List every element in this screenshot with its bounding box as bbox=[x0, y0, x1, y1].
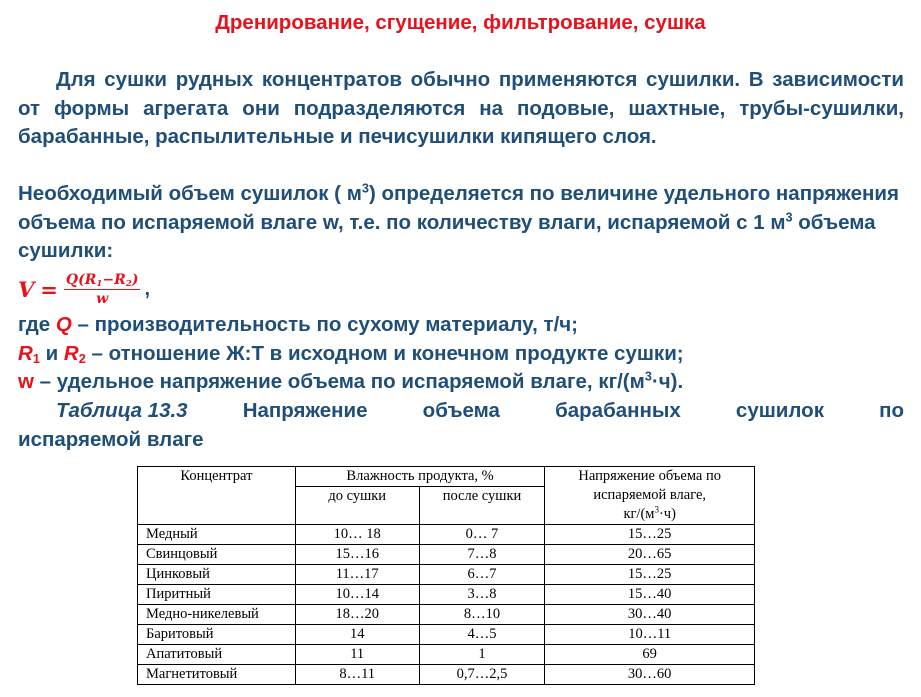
num-minus: −R bbox=[102, 271, 126, 288]
def-q-symbol: Q bbox=[55, 313, 72, 336]
formula-fraction bbox=[64, 272, 141, 307]
cell-after: 6…7 bbox=[419, 565, 545, 585]
definitions bbox=[18, 311, 904, 397]
caption-word: сушилок bbox=[735, 399, 824, 422]
table-row bbox=[138, 565, 755, 585]
cell-before: 8…11 bbox=[295, 665, 419, 685]
table-caption bbox=[18, 397, 904, 454]
cell-name: Апатитовый bbox=[138, 645, 296, 665]
volume-text-part3: объема сушилки: bbox=[18, 210, 876, 262]
cell-after: 0,7…2,5 bbox=[419, 665, 545, 685]
def-w-symbol: w bbox=[18, 370, 34, 393]
table-row bbox=[138, 665, 755, 685]
volume-formula bbox=[18, 267, 150, 311]
def-w-sup: 3 bbox=[644, 368, 652, 384]
def-r-and: и bbox=[39, 341, 64, 365]
caption-line2: испаряемой влаге bbox=[18, 427, 204, 451]
cell-stress: 15…25 bbox=[545, 525, 755, 545]
cell-before: 15…16 bbox=[295, 545, 419, 565]
header-stress-unit: кг/(м bbox=[623, 506, 655, 522]
definition-w bbox=[18, 368, 904, 397]
definition-q bbox=[18, 311, 904, 340]
table-row bbox=[138, 625, 755, 645]
table-row bbox=[138, 605, 755, 625]
cell-name: Баритовый bbox=[138, 625, 296, 645]
cell-stress: 30…60 bbox=[545, 665, 755, 685]
table-row bbox=[138, 645, 755, 665]
formula-equals: = bbox=[40, 276, 58, 302]
cell-name: Медный bbox=[138, 525, 296, 545]
cell-after: 3…8 bbox=[419, 585, 545, 605]
formula-numerator bbox=[64, 272, 141, 290]
header-stress-sup: 3 bbox=[654, 504, 659, 515]
table-row bbox=[138, 585, 755, 605]
caption-line1 bbox=[18, 397, 904, 426]
def-w-end: ·ч). bbox=[651, 370, 684, 393]
cell-stress: 10…11 bbox=[545, 625, 755, 645]
cell-name: Свинцовый bbox=[138, 545, 296, 565]
num-sub1: 1 bbox=[96, 278, 103, 289]
caption-word: барабанных bbox=[555, 399, 681, 422]
cell-after: 8…10 bbox=[419, 605, 545, 625]
cell-name: Пиритный bbox=[138, 585, 296, 605]
cell-after: 0… 7 bbox=[419, 525, 545, 545]
cell-name: Цинковый bbox=[138, 565, 296, 585]
cell-name: Магнетитовый bbox=[138, 665, 296, 685]
def-w-text: – удельное напряжение объема по испаряемой влаге, кг/(м bbox=[33, 370, 645, 393]
cell-stress: 15…40 bbox=[545, 585, 755, 605]
def-q-pre: где bbox=[18, 313, 56, 336]
header-moisture: Влажность продукта, % bbox=[295, 467, 545, 487]
def-r1-symbol: R bbox=[18, 341, 33, 365]
num-sub2: 2 bbox=[125, 278, 132, 289]
header-after: после сушки bbox=[419, 487, 545, 525]
formula-lhs: V bbox=[18, 276, 35, 302]
volume-sup2: 3 bbox=[785, 208, 793, 224]
caption-label: Таблица 13.3 bbox=[56, 399, 188, 422]
def-r1-sub: 1 bbox=[32, 350, 40, 366]
header-stress-line2: испаряемой влаге, bbox=[593, 487, 707, 503]
volume-sup1: 3 bbox=[361, 180, 369, 196]
formula-denominator: w bbox=[96, 290, 109, 307]
num-part-a: Q(R bbox=[65, 271, 97, 288]
dryer-table bbox=[137, 466, 755, 685]
cell-after: 4…5 bbox=[419, 625, 545, 645]
cell-before: 11…17 bbox=[295, 565, 419, 585]
caption-word: по bbox=[879, 399, 904, 422]
caption-word: объема bbox=[422, 399, 500, 422]
cell-name: Медно-никелевый bbox=[138, 605, 296, 625]
cell-before: 10…14 bbox=[295, 585, 419, 605]
cell-after: 1 bbox=[419, 645, 545, 665]
header-before: до сушки bbox=[295, 487, 419, 525]
cell-stress: 30…40 bbox=[545, 605, 755, 625]
table-row bbox=[138, 545, 755, 565]
cell-stress: 20…65 bbox=[545, 545, 755, 565]
cell-stress: 15…25 bbox=[545, 565, 755, 585]
header-stress-end: ·ч) bbox=[658, 506, 676, 522]
cell-stress: 69 bbox=[545, 645, 755, 665]
volume-text-part2: ) определяется по величине удельного напряжения объема по испаряемой влаге w, т.е. по количеству влаги, испаряемой с 1 м bbox=[18, 182, 899, 234]
def-q-text: – производительность по сухому материалу, т/ч; bbox=[71, 313, 578, 336]
header-concentrate: Концентрат bbox=[138, 467, 296, 525]
page-title: Дренирование, сгущение, фильтрование, сушка bbox=[215, 11, 706, 34]
formula-comma: , bbox=[144, 277, 151, 300]
volume-text-part1: Необходимый объем сушилок ( м bbox=[18, 182, 362, 205]
def-r2-symbol: R bbox=[63, 341, 79, 365]
def-r-text: – отношение Ж:Т в исходном и конечном продукте сушки; bbox=[85, 341, 684, 365]
caption-word: Напряжение bbox=[242, 399, 368, 422]
cell-before: 11 bbox=[295, 645, 419, 665]
cell-after: 7…8 bbox=[419, 545, 545, 565]
header-stress bbox=[545, 467, 755, 525]
intro-paragraph: Для сушки рудных концентратов обычно применяются сушилки. В зависимости от формы агрегата они подразделяются на подовые, шахтные, трубы-сушилки, барабанные, распылительные и печисушилки кипящего слоя. bbox=[18, 68, 904, 148]
header-stress-line1: Напряжение объема по bbox=[578, 468, 721, 484]
cell-before: 14 bbox=[295, 625, 419, 645]
cell-before: 10… 18 bbox=[295, 525, 419, 545]
cell-before: 18…20 bbox=[295, 605, 419, 625]
table-row bbox=[138, 525, 755, 545]
def-r2-sub: 2 bbox=[78, 350, 86, 366]
definition-r bbox=[18, 340, 904, 369]
volume-paragraph bbox=[18, 180, 904, 266]
num-close: ) bbox=[131, 271, 139, 288]
